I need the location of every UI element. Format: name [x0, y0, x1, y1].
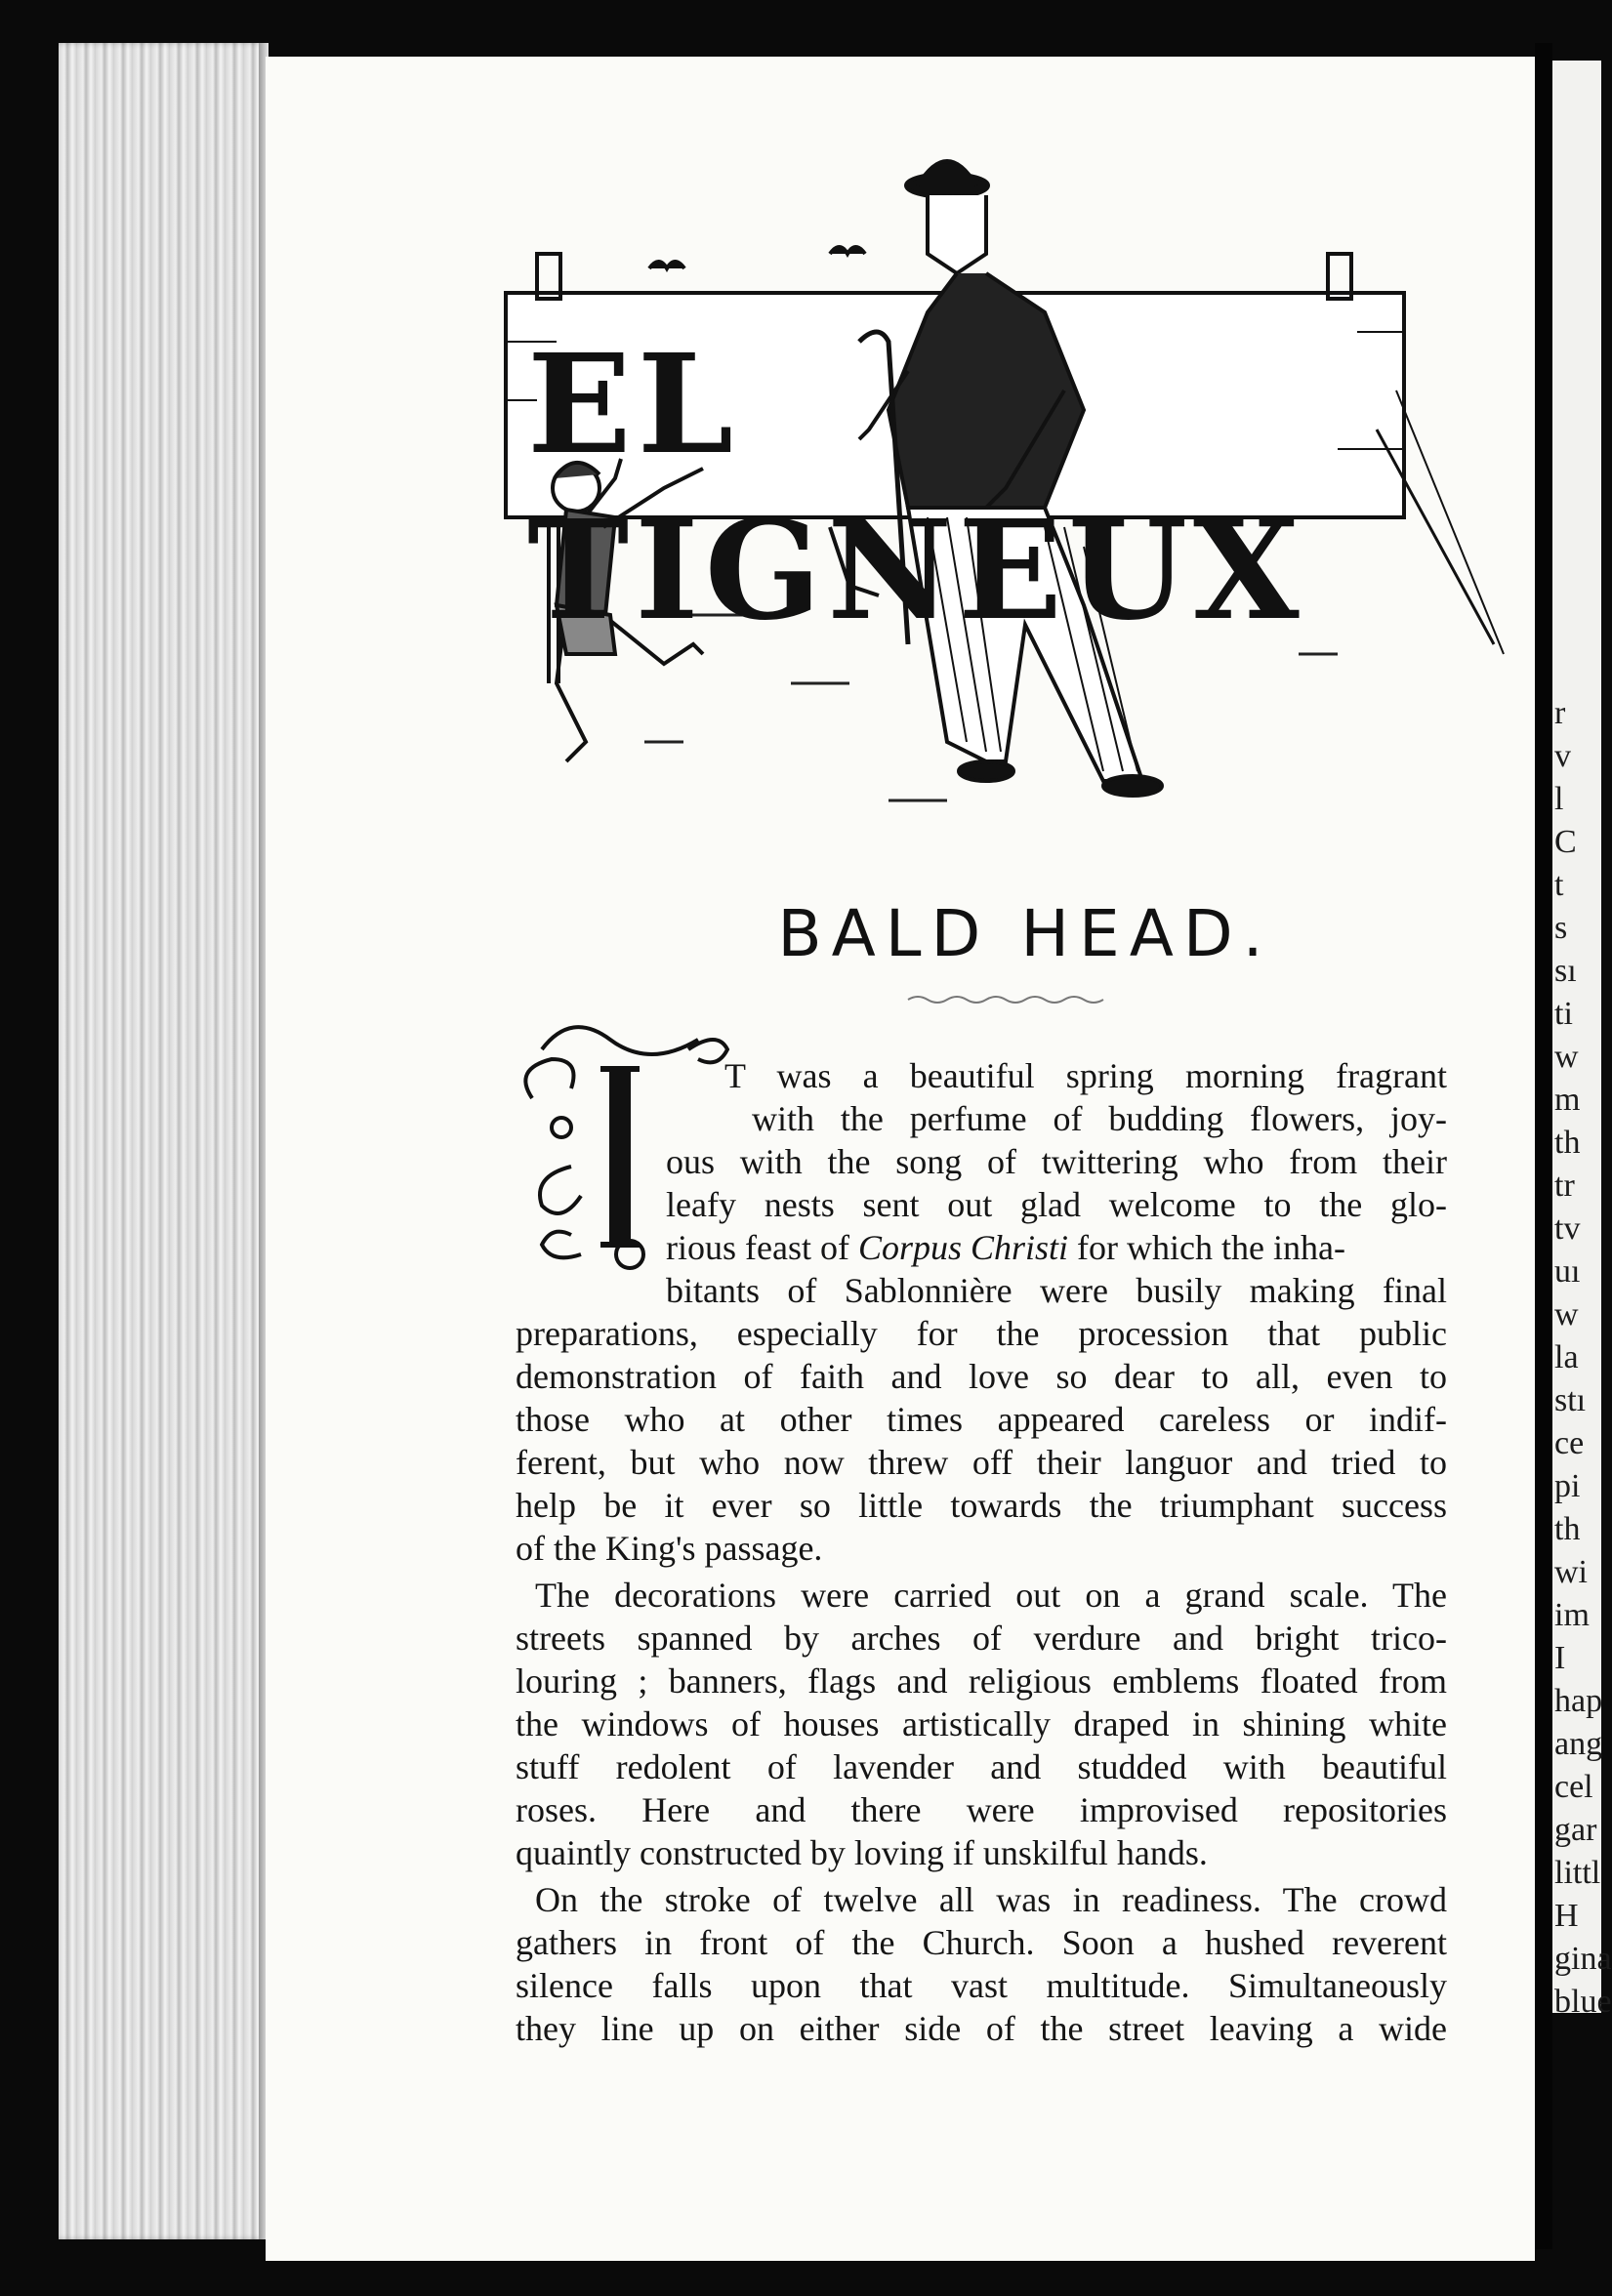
text-line: leafy nests sent out glad welcome to the glo- [666, 1185, 1447, 1224]
facing-page-fragment: l [1554, 781, 1564, 817]
text-line: stuff redolent of lavender and studded with beautiful [516, 1747, 1447, 1786]
text-line: silence falls upon that vast multitude. Simultaneously [516, 1966, 1447, 2005]
facing-page-fragment: ti [1554, 996, 1573, 1032]
facing-page-fragment: sı [1554, 953, 1577, 989]
facing-page-fragment: pi [1554, 1468, 1581, 1504]
text-line: help be it ever so little towards the triumphant success [516, 1486, 1447, 1525]
text-line: preparations, especially for the procession that public [516, 1314, 1447, 1353]
facing-page-fragment: s [1554, 910, 1568, 946]
facing-page-fragment: uı [1554, 1253, 1581, 1290]
facing-page-fragment: t [1554, 867, 1564, 903]
facing-page-fragment: stı [1554, 1382, 1587, 1418]
facing-page-fragment: r [1554, 695, 1566, 731]
facing-page-fragment: ang [1554, 1726, 1603, 1762]
text-line: demonstration of faith and love so dear to all, even to [516, 1357, 1447, 1396]
text-line: roses. Here and there were improvised repositories [516, 1790, 1447, 1829]
facing-page-fragment: th [1554, 1125, 1581, 1161]
facing-page-fragment: tv [1554, 1210, 1581, 1247]
facing-page-fragment: H [1554, 1898, 1579, 1934]
text-line: streets spanned by arches of verdure and bright trico- [516, 1619, 1447, 1658]
text-line: ous with the song of twittering who from their [666, 1142, 1447, 1181]
facing-page-fragment: gar [1554, 1812, 1597, 1848]
chapter-illustration [498, 195, 1513, 898]
text-fragment: rious feast of [666, 1228, 858, 1267]
text-line: of the King's passage. [516, 1529, 823, 1568]
text-line: The decorations were carried out on a grand scale. The [535, 1576, 1447, 1615]
italic-phrase: Corpus Christi [857, 1228, 1069, 1267]
book-gutter [1535, 43, 1552, 2249]
facing-page-fragment: w [1554, 1039, 1579, 1075]
facing-page-fragment: blue [1554, 1984, 1612, 2020]
text-line: those who at other times appeared careless or indif- [516, 1400, 1447, 1439]
facing-page-fragment: la [1554, 1339, 1579, 1375]
facing-page-fragment: cel [1554, 1769, 1593, 1805]
facing-page-fragment: th [1554, 1511, 1581, 1547]
bird-icon [830, 247, 865, 254]
sign-title-text: EL TIGNEUX [527, 325, 1305, 651]
facing-page-fragment: v [1554, 738, 1571, 774]
chapter-title: BALD HEAD. [777, 896, 1273, 971]
text-line: ferent, but who now threw off their languor and tried to [516, 1443, 1447, 1482]
text-line: gathers in front of the Church. Soon a hushed reverent [516, 1923, 1447, 1962]
book-page-edges [59, 43, 269, 2239]
facing-page-fragment: wi [1554, 1554, 1588, 1590]
text-line: louring ; banners, flags and religious emblems floated from [516, 1661, 1447, 1701]
facing-page-edge [1552, 61, 1612, 2020]
facing-page-fragment: ce [1554, 1425, 1585, 1461]
facing-page-fragment: im [1554, 1597, 1590, 1633]
text-line [666, 1226, 1447, 1269]
text-line: the windows of houses artistically draped in shining white [516, 1704, 1447, 1743]
text-line: T was a beautiful spring morning fragrant [724, 1056, 1447, 1095]
facing-page-fragment: tr [1554, 1168, 1575, 1204]
facing-page-fragment: C [1554, 824, 1577, 860]
facing-page-fragment: gina [1554, 1941, 1612, 1977]
facing-page-fragment: w [1554, 1296, 1579, 1332]
facing-page-fragment: littl [1554, 1855, 1601, 1891]
text-fragment: for which the inha- [1068, 1228, 1345, 1267]
text-line: with the perfume of budding flowers, joy- [752, 1099, 1447, 1138]
facing-page-fragment: hap [1554, 1683, 1603, 1719]
bird-icon [649, 262, 684, 268]
facing-page-fragment: I [1554, 1640, 1566, 1676]
text-line: bitants of Sablonnière were busily making final [666, 1271, 1447, 1310]
text-line: they line up on either side of the street leaving a wide [516, 2009, 1447, 2048]
facing-page-fragment: m [1554, 1082, 1581, 1118]
text-line: On the stroke of twelve all was in readiness. The crowd [535, 1880, 1447, 1919]
text-line: quaintly constructed by loving if unskilful hands. [516, 1833, 1208, 1872]
title-ornament [908, 994, 1103, 1005]
